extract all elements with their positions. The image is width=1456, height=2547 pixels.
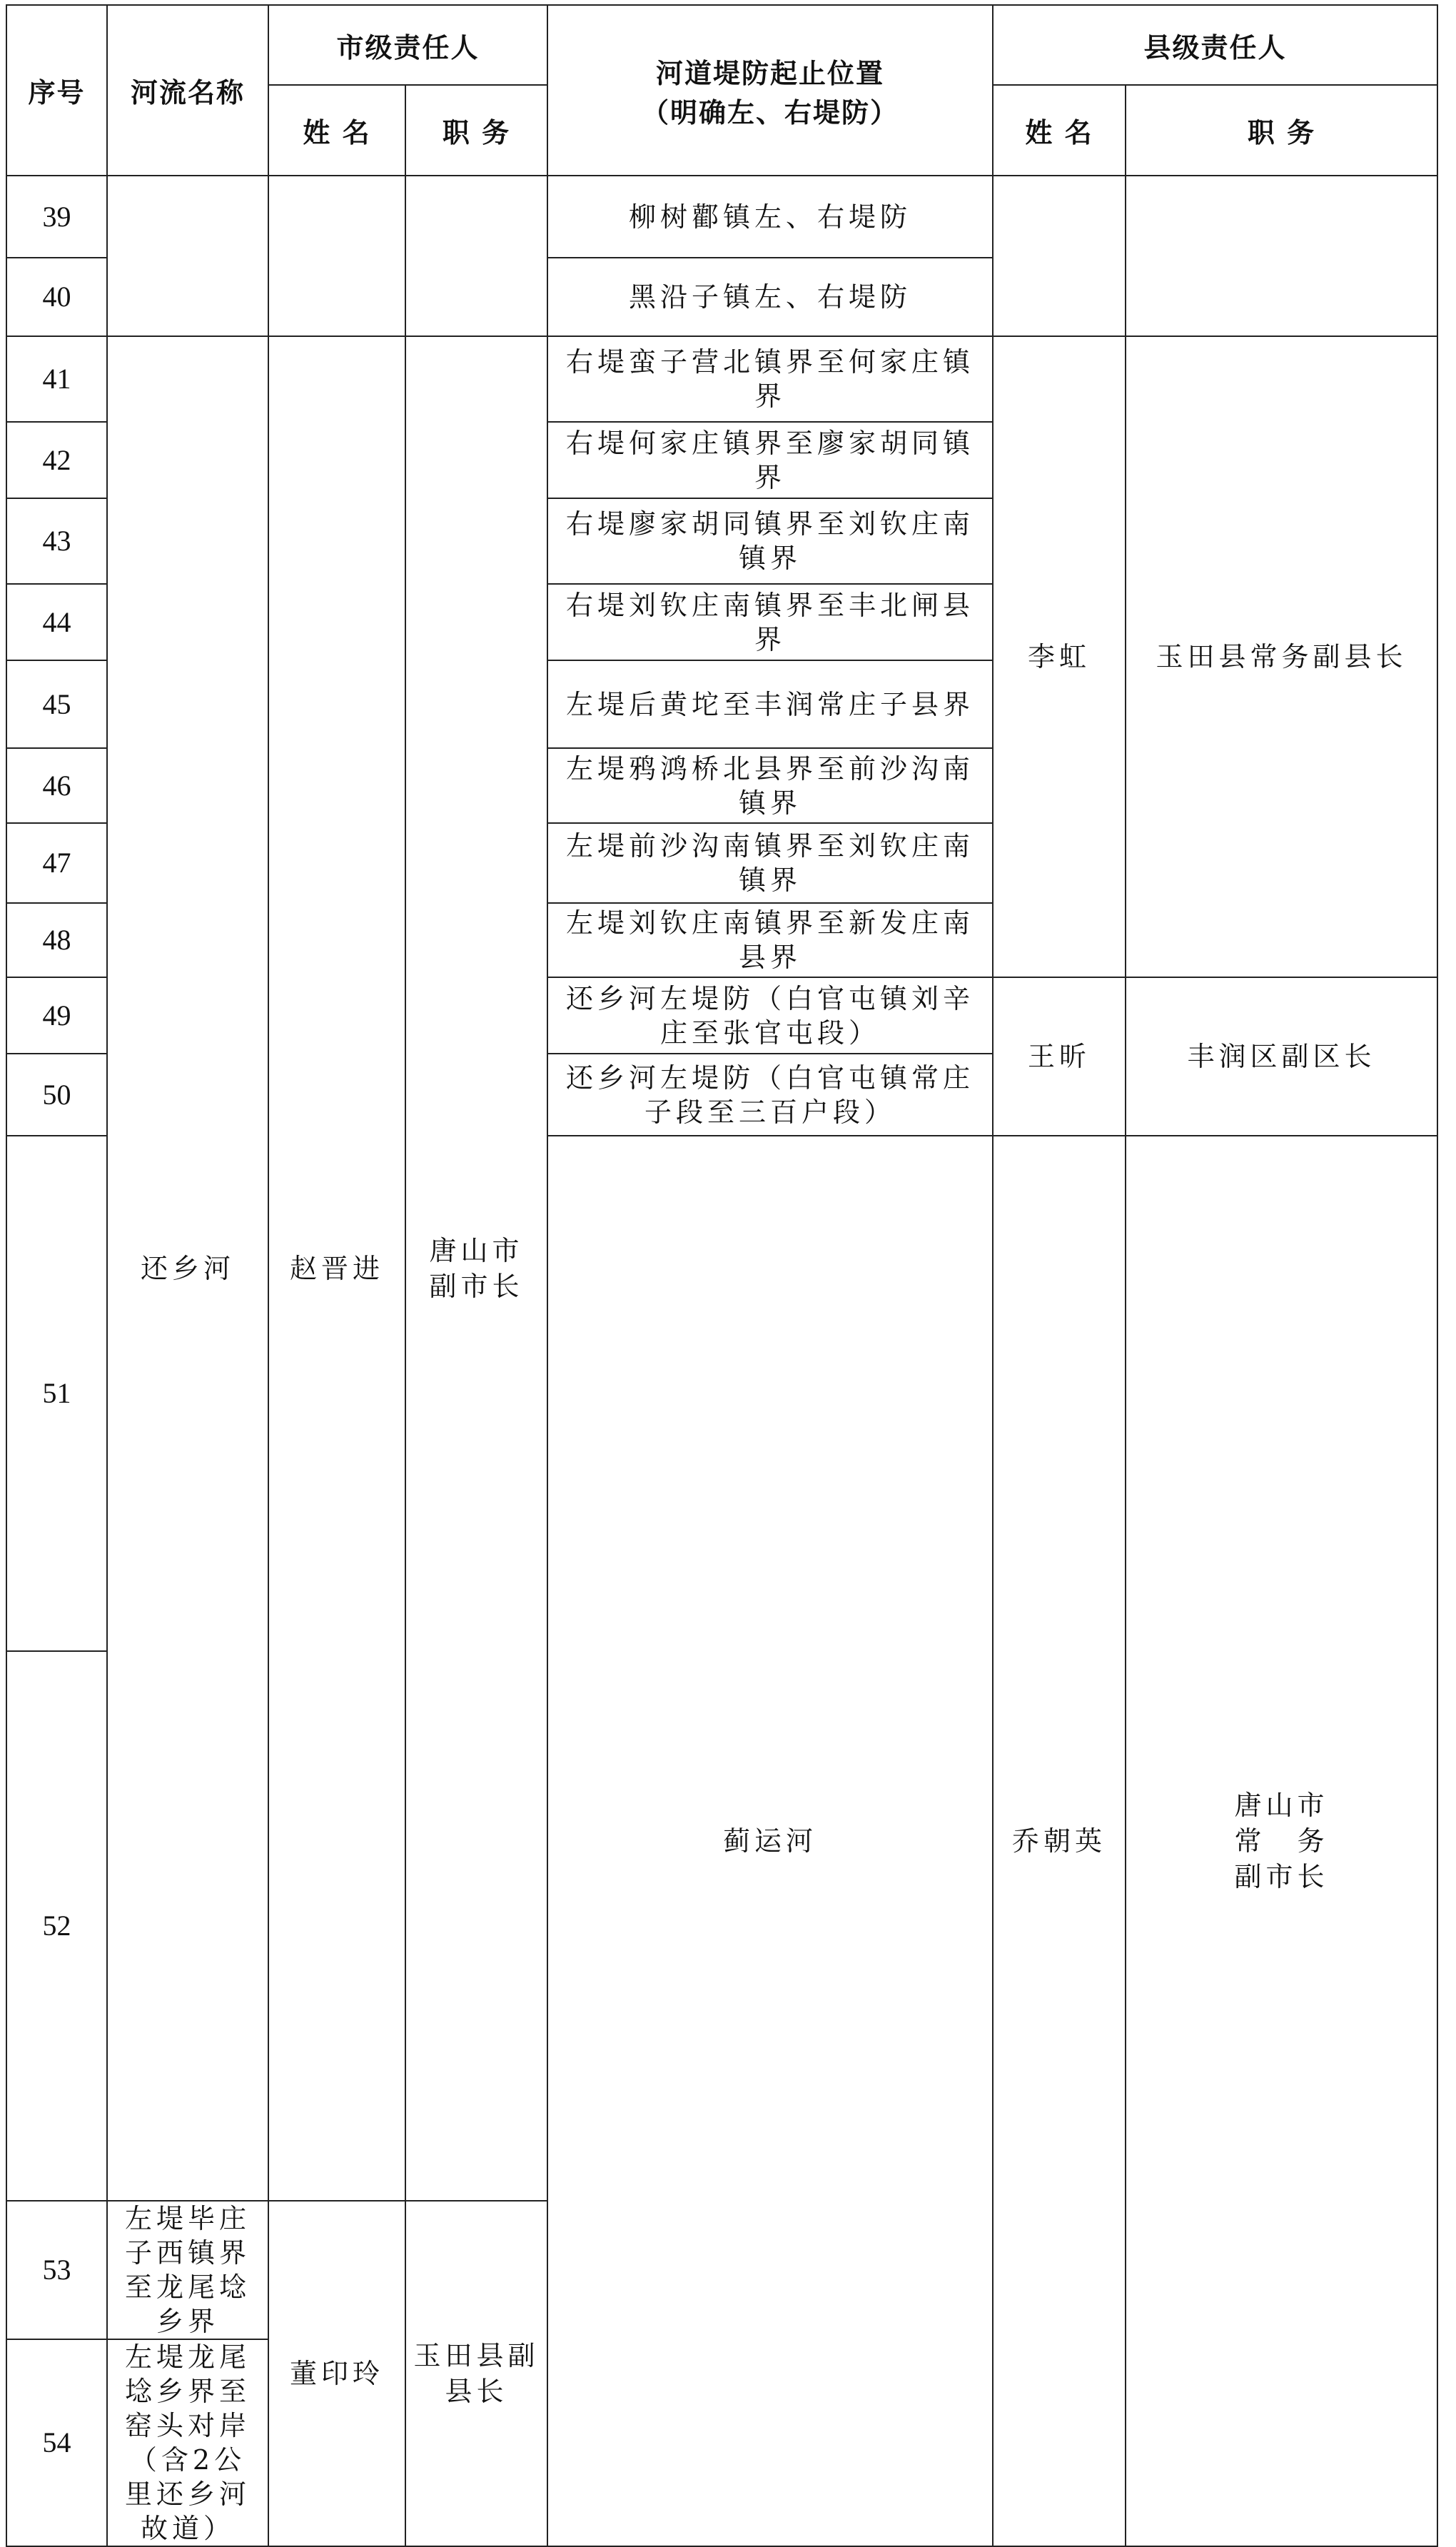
seq-cell: 51 bbox=[6, 1136, 107, 1651]
header-river-name: 河流名称 bbox=[107, 5, 268, 176]
seq-cell: 53 bbox=[6, 2201, 107, 2339]
county-title-cell: 玉田县副县长 bbox=[405, 2201, 547, 2546]
county-name-cell-empty bbox=[993, 176, 1126, 336]
header-city-name: 姓 名 bbox=[268, 85, 405, 176]
header-location bbox=[547, 5, 993, 176]
seq-cell: 44 bbox=[6, 584, 107, 660]
seq-cell: 41 bbox=[6, 336, 107, 422]
header-county-responsible: 县级责任人 bbox=[993, 5, 1437, 85]
table-row bbox=[6, 176, 1437, 258]
location-cell: 右堤廖家胡同镇界至刘钦庄南镇界 bbox=[547, 498, 993, 584]
river-cell-empty bbox=[107, 176, 268, 336]
seq-cell: 45 bbox=[6, 660, 107, 748]
header-location-line2: （明确左、右堤防） bbox=[642, 96, 899, 128]
location-cell: 左堤后黄坨至丰润常庄子县界 bbox=[547, 660, 993, 748]
county-name-cell: 李虹 bbox=[993, 336, 1126, 977]
location-cell: 还乡河左堤防（白官屯镇刘辛庄至张官屯段） bbox=[547, 977, 993, 1054]
county-title-cell: 玉田县常务副县长 bbox=[1126, 336, 1437, 977]
seq-cell: 49 bbox=[6, 977, 107, 1054]
location-cell: 右堤刘钦庄南镇界至丰北闸县界 bbox=[547, 584, 993, 660]
seq-cell: 50 bbox=[6, 1054, 107, 1136]
seq-cell: 46 bbox=[6, 748, 107, 823]
river-cell: 还乡河 bbox=[107, 336, 268, 2201]
city-name-cell: 乔朝英 bbox=[993, 1136, 1126, 2546]
city-title-cell-empty bbox=[405, 176, 547, 336]
table-row bbox=[6, 336, 1437, 422]
header-county-title: 职 务 bbox=[1126, 85, 1437, 176]
city-title-line: 唐山市 bbox=[1234, 1790, 1329, 1821]
city-name-cell: 赵晋进 bbox=[268, 336, 405, 2201]
seq-cell: 48 bbox=[6, 903, 107, 977]
seq-cell: 54 bbox=[6, 2339, 107, 2546]
seq-cell: 39 bbox=[6, 176, 107, 258]
location-cell: 柳树酄镇左、右堤防 bbox=[547, 176, 993, 258]
city-title-cell bbox=[1126, 1136, 1437, 2546]
seq-cell: 40 bbox=[6, 258, 107, 336]
city-title-line: 唐山市 bbox=[429, 1235, 524, 1266]
location-cell: 右堤蛮子营北镇界至何家庄镇界 bbox=[547, 336, 993, 422]
county-title-cell-empty bbox=[1126, 176, 1437, 336]
header-seq: 序号 bbox=[6, 5, 107, 176]
location-cell: 还乡河左堤防（白官屯镇常庄子段至三百户段） bbox=[547, 1054, 993, 1136]
header-city-responsible: 市级责任人 bbox=[268, 5, 547, 85]
location-cell: 左堤毕庄子西镇界至龙尾埝乡界 bbox=[107, 2201, 268, 2339]
header-city-title: 职 务 bbox=[405, 85, 547, 176]
city-title-line: 副市长 bbox=[1234, 1861, 1329, 1892]
seq-cell: 42 bbox=[6, 422, 107, 498]
city-title-cell bbox=[405, 336, 547, 2201]
city-title-line: 副市长 bbox=[429, 1271, 524, 1302]
county-name-cell: 董印玲 bbox=[268, 2201, 405, 2546]
location-cell: 左堤刘钦庄南镇界至新发庄南县界 bbox=[547, 903, 993, 977]
location-cell: 右堤何家庄镇界至廖家胡同镇界 bbox=[547, 422, 993, 498]
river-cell: 蓟运河 bbox=[547, 1136, 993, 2546]
location-cell: 黑沿子镇左、右堤防 bbox=[547, 258, 993, 336]
county-title-cell: 丰润区副区长 bbox=[1126, 977, 1437, 1136]
city-name-cell-empty bbox=[268, 176, 405, 336]
header-county-name: 姓 名 bbox=[993, 85, 1126, 176]
seq-cell: 52 bbox=[6, 1651, 107, 2201]
location-cell: 左堤前沙沟南镇界至刘钦庄南镇界 bbox=[547, 823, 993, 903]
river-responsibility-table bbox=[6, 4, 1438, 2547]
location-cell: 左堤龙尾埝乡界至窑头对岸（含2公里还乡河故道） bbox=[107, 2339, 268, 2546]
city-title-line: 常 务 bbox=[1234, 1825, 1329, 1857]
seq-cell: 47 bbox=[6, 823, 107, 903]
county-name-cell: 王昕 bbox=[993, 977, 1126, 1136]
header-location-line1: 河道堤防起止位置 bbox=[656, 57, 885, 89]
seq-cell: 43 bbox=[6, 498, 107, 584]
location-cell: 左堤鸦鸿桥北县界至前沙沟南镇界 bbox=[547, 748, 993, 823]
